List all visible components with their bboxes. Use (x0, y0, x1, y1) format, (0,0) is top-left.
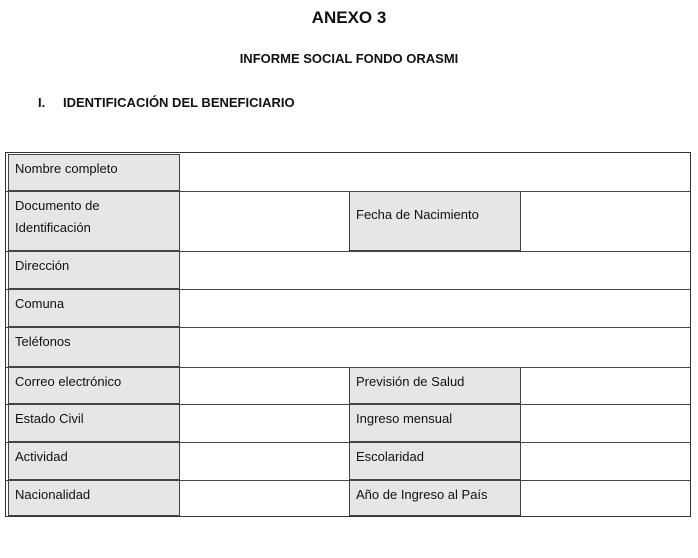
label-comuna: Comuna (8, 289, 180, 327)
nombre-completo-field[interactable] (181, 154, 689, 191)
label-estado-civil: Estado Civil (8, 404, 180, 442)
label-ingreso-mensual: Ingreso mensual (349, 404, 521, 442)
label-escolaridad: Escolaridad (349, 442, 521, 480)
nacionalidad-field[interactable] (181, 481, 348, 516)
label-correo: Correo electrónico (8, 367, 180, 404)
section-heading (38, 95, 295, 110)
label-prevision-salud: Previsión de Salud (349, 367, 521, 404)
document-subtitle: INFORME SOCIAL FONDO ORASMI (239, 51, 459, 66)
label-nacionalidad: Nacionalidad (8, 480, 180, 516)
label-direccion: Dirección (8, 251, 180, 289)
direccion-field[interactable] (181, 252, 689, 289)
section-number: I. (38, 95, 46, 110)
section-title: IDENTIFICACIÓN DEL BENEFICIARIO (63, 95, 295, 110)
label-actividad: Actividad (8, 442, 180, 480)
actividad-field[interactable] (181, 443, 348, 480)
label-nombre-completo: Nombre completo (8, 154, 180, 191)
estado-civil-field[interactable] (181, 405, 348, 442)
ingreso-field[interactable] (522, 405, 689, 442)
fecha-nacimiento-field[interactable] (522, 192, 689, 250)
ano-ingreso-field[interactable] (522, 481, 689, 516)
escolaridad-field[interactable] (522, 443, 689, 480)
label-ano-ingreso: Año de Ingreso al País (349, 480, 521, 516)
correo-field[interactable] (181, 368, 348, 404)
label-telefonos: Teléfonos (8, 327, 180, 367)
prevision-field[interactable] (522, 368, 689, 404)
page-title: ANEXO 3 (311, 8, 387, 27)
telefonos-field[interactable] (181, 328, 689, 367)
comuna-field[interactable] (181, 290, 689, 327)
documento-field[interactable] (181, 192, 348, 250)
beneficiary-form (5, 152, 691, 517)
label-fecha-nacimiento: Fecha de Nacimiento (349, 191, 521, 251)
label-documento: Documento de Identificación (8, 191, 180, 251)
